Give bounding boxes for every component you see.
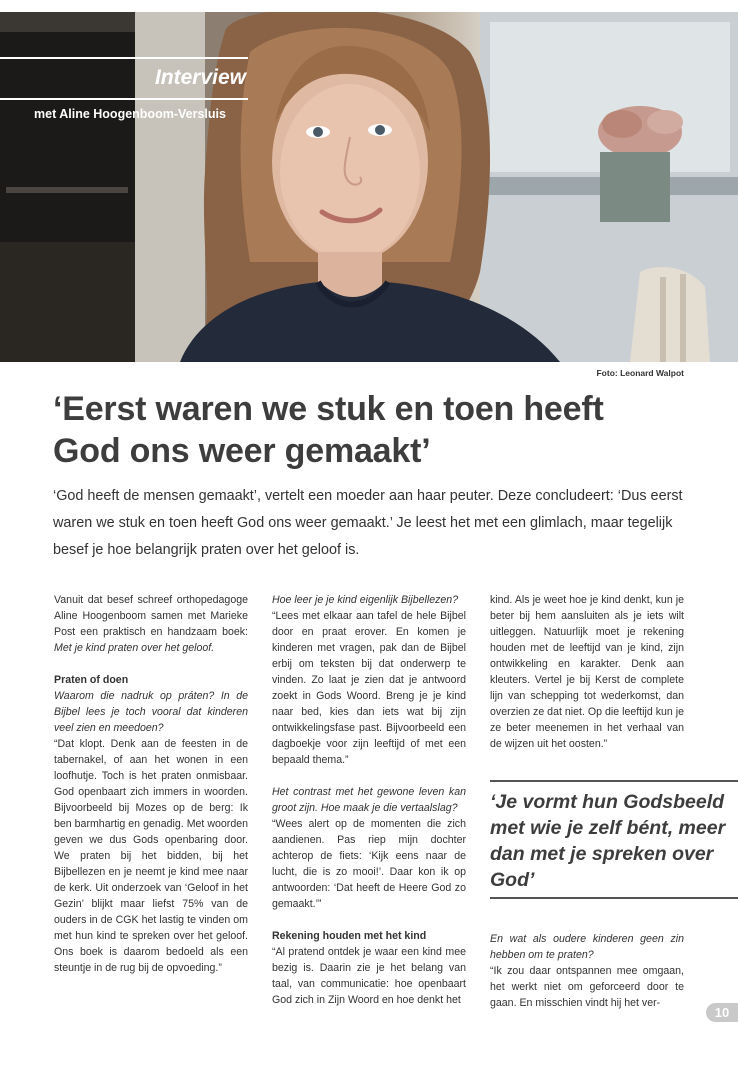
section-heading-rekening-houden: Rekening houden met het kind xyxy=(272,930,427,942)
interview-answer: “Dat klopt. Denk aan de feesten in de tabernakel, of aan het wonen in een loofhutje. Toch is het praten onmisbaar. God openbaart zich immers in woorden. Bijvoorbeeld bij Mozes op de berg: Ik ben barmhartig en genadig. Met woorden geven we dus Gods openbaring door. We praten bij het bidden, bij het Bijbellezen en je neemt je kind mee naar de kerk. Uit onderzoek van ‘Geloof in het Gezin’ blijkt maar liefst 75% van de ouders in de CGK het lastig te vinden om met hun kind te spreken over het geloof. Ons boek is daarom bedoeld als een steuntje in de rug bij de opvoeding.” xyxy=(54,738,248,974)
text-column-3-continued xyxy=(490,931,684,1011)
article-headline xyxy=(53,388,693,472)
book-title: Met je kind praten over het geloof. xyxy=(54,642,215,654)
portrait-illustration xyxy=(0,12,738,362)
interview-question: Waarom die nadruk op práten? In de Bijbel lees je toch vooral dat kinderen veel zien en meedoen? xyxy=(54,690,248,734)
interview-title: Interview xyxy=(154,66,246,89)
pullquote-rule-bottom xyxy=(490,897,738,899)
header-photo xyxy=(0,12,738,362)
pull-quote: ‘Je vormt hun Godsbeeld met wie je zelf bént, meer dan met je spreken over God’ xyxy=(490,791,726,891)
headline-line-1: ‘Eerst waren we stuk en toen heeft xyxy=(53,390,604,428)
interview-rule-bottom xyxy=(0,98,248,100)
headline-line-2: God ons weer gemaakt’ xyxy=(53,432,431,470)
interview-question: Hoe leer je je kind eigenlijk Bijbellezen? xyxy=(272,594,459,606)
interview-answer: kind. Als je weet hoe je kind denkt, kun je beter bij hem aansluiten als je iets wilt uitleggen. Natuurlijk moet je rekening houden met de leeftijd van je kind, zijn ontwikkeling en karakter. Denk aan kleuters. Vertel je bij Kerst de complete lijn van schepping tot wederkomst, dan overzien ze dat niet. Op die leeftijd kun je ze beter meenemen in het verhaal van de wijzen uit het oosten.” xyxy=(490,594,684,750)
article-intro: ‘God heeft de mensen gemaakt’, vertelt een moeder aan haar peuter. Deze concludeert: ‘Dus eerst waren we stuk en toen heeft God ons weer gemaakt.’ Je leest het met een glimlach, maar tegelijk besef je hoe belangrijk praten over het geloof is. xyxy=(53,488,683,558)
page-number: 10 xyxy=(706,1003,738,1022)
pullquote-rule-top xyxy=(490,780,738,782)
interview-rule-top xyxy=(0,57,248,59)
text-column-3 xyxy=(490,592,684,752)
photo-credit: Foto: Leonard Walpot xyxy=(596,368,684,378)
interview-answer: “Al pratend ontdek je waar een kind mee bezig is. Daarin zie je het belang van taal, van communicatie: hoe openbaart God zich in Zijn Woord en hoe denkt het xyxy=(272,946,466,1006)
text-column-1 xyxy=(54,592,248,976)
interview-subtitle: met Aline Hoogenboom-Versluis xyxy=(34,107,226,121)
col1-paragraph: Vanuit dat besef schreef orthopedagoge Aline Hoogenboom samen met Marieke Post een praktisch en handzaam boek: xyxy=(54,594,248,638)
text-column-2 xyxy=(272,592,466,1008)
interview-answer: “Wees alert op de momenten die zich aandienen. Pas riep mijn dochter achterop de fiets: ‘Kijk eens naar de lucht, die is zo mooi!’. Daar kon ik op antwoorden: ‘Dat heeft de Heere God zo gemaakt.’” xyxy=(272,818,466,910)
interview-question: En wat als oudere kinderen geen zin hebben om te praten? xyxy=(490,933,684,961)
interview-answer: “Ik zou daar ontspannen mee omgaan, het werkt niet om geforceerd door te gaan. En misschien vindt hij het ver- xyxy=(490,965,684,1009)
interview-question: Het contrast met het gewone leven kan groot zijn. Hoe maak je die vertaalslag? xyxy=(272,786,466,814)
interview-answer: “Lees met elkaar aan tafel de hele Bijbel door en praat erover. En komen je kinderen met vragen, pak dan de Bijbel erbij om teksten bij dat onderwerp te vinden. Zo laat je zien dat je antwoord zoekt in Gods Woord. Breng je je kind naar bed, kies dan iets wat bij zijn ontwikkelingsfase past. Bijvoorbeeld een dagboekje voor zijn leeftijd of met een bepaald thema.” xyxy=(272,610,466,766)
section-heading-praten-of-doen: Praten of doen xyxy=(54,674,129,686)
